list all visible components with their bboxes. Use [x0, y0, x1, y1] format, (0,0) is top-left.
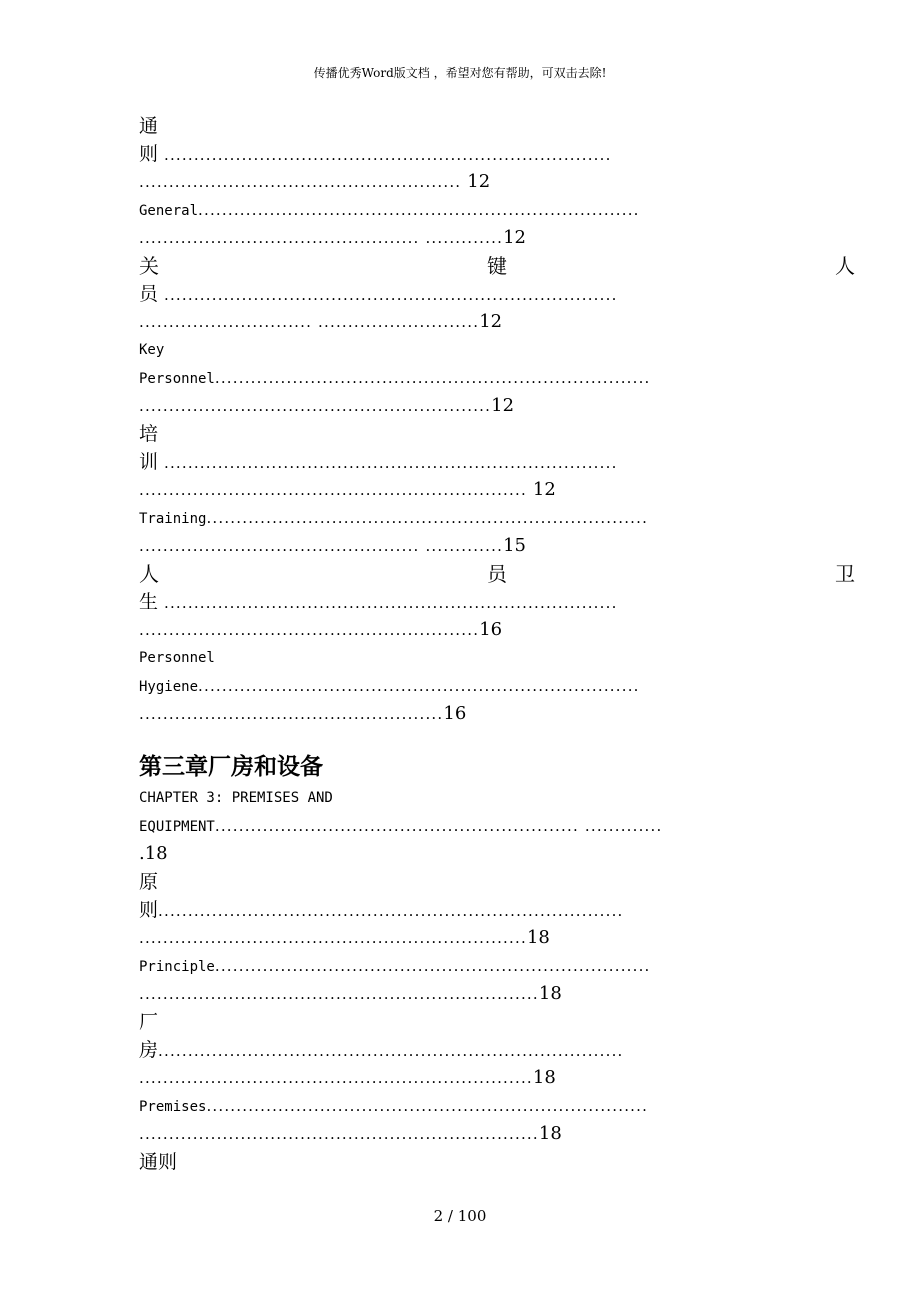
leader-dots: ..................................................................: [139, 1069, 533, 1087]
toc-premises-zh-line1[interactable]: 厂: [139, 1011, 159, 1033]
toc-hygiene-zh-line1[interactable]: [139, 560, 855, 588]
toc-general-en-line2[interactable]: [139, 224, 855, 252]
toc-training-zh-line2[interactable]: [139, 448, 855, 476]
toc-key-personnel-zh-line1[interactable]: [139, 252, 855, 280]
page-number: 18: [526, 927, 550, 948]
toc-general-en-line1[interactable]: [139, 196, 855, 224]
leader-dots: ............................................................................: [158, 454, 618, 472]
toc-premises-zh-line3[interactable]: [139, 1064, 855, 1092]
page-number: 16: [443, 703, 467, 724]
page-number: 12: [532, 479, 556, 500]
leader-dots: .........................................................................: [214, 957, 651, 975]
page-number: 12: [479, 311, 503, 332]
toc-general-zh-line1[interactable]: 通: [139, 115, 159, 137]
toc-entry-char: 键: [487, 254, 507, 278]
leader-dots: ...........................................................................: [158, 146, 612, 164]
leader-dots: ............................. ...........................: [139, 313, 480, 331]
leader-dots: ............................................... .............: [139, 229, 504, 247]
toc-hygiene-zh-line2[interactable]: [139, 588, 855, 616]
toc-entry-char: 人: [139, 562, 159, 586]
toc-hygiene-zh-line3[interactable]: [139, 616, 855, 644]
toc-entry-label: 房: [139, 1039, 159, 1061]
leader-dots: ............................................... .............: [139, 537, 504, 555]
toc-entry-label: Training: [139, 511, 207, 527]
page-footer: 2 / 100: [433, 1207, 487, 1225]
toc-general-zh-line3[interactable]: [139, 168, 855, 196]
leader-dots: ...................................................................: [139, 1125, 539, 1143]
toc-training-en-line1[interactable]: [139, 504, 855, 532]
toc-entry-char: 关: [139, 254, 159, 278]
page-number: 18: [538, 983, 562, 1004]
toc-entry-char: 员: [139, 283, 159, 305]
toc-chapter3-en-line2[interactable]: [139, 812, 855, 840]
toc-principle-zh-line1[interactable]: 原: [139, 871, 159, 893]
toc-hygiene-en-line1[interactable]: Personnel: [139, 650, 215, 666]
leader-dots: ...................................................................: [139, 985, 539, 1003]
leader-dots: .........................................................: [139, 621, 480, 639]
toc-principle-en-line2[interactable]: [139, 980, 855, 1008]
leader-dots: ..........................................................................: [198, 201, 640, 219]
toc-training-en-line2[interactable]: [139, 532, 855, 560]
toc-key-personnel-en-line2[interactable]: [139, 364, 855, 392]
leader-dots: ..........................................................................: [206, 1097, 649, 1115]
page-header: 传播优秀Word版文档 ，希望对您有帮助，可双击去除!: [313, 66, 607, 80]
toc-key-personnel-zh-line3[interactable]: [139, 308, 855, 336]
toc-premises-zh-line2[interactable]: [139, 1036, 855, 1064]
toc-entry-label: 则: [139, 899, 159, 921]
leader-dots: ..............................................................................: [158, 902, 624, 920]
toc-entry-label: 则: [139, 143, 159, 165]
page-number: 12: [467, 171, 491, 192]
leader-dots: .................................................................: [139, 929, 527, 947]
toc-key-personnel-en-line3[interactable]: [139, 392, 855, 420]
toc-principle-en-line1[interactable]: [139, 952, 855, 980]
page-number: 16: [479, 619, 503, 640]
chapter-heading[interactable]: 第三章厂房和设备: [139, 754, 323, 780]
toc-principle-zh-line3[interactable]: [139, 924, 855, 952]
toc-entry-label: EQUIPMENT: [139, 819, 215, 835]
leader-dots: ..............................................................................: [158, 1042, 624, 1060]
toc-hygiene-en-line3[interactable]: [139, 700, 855, 728]
page-number: 18: [538, 1123, 562, 1144]
toc-entry-label: General: [139, 203, 199, 219]
toc-entry-label: Hygiene: [139, 679, 199, 695]
toc-entry-char: 人: [835, 254, 855, 278]
leader-dots: ............................................................................: [158, 594, 618, 612]
leader-dots: ......................................................: [139, 173, 468, 191]
toc-general-zh-line2[interactable]: [139, 140, 855, 168]
toc-entry-label: 训: [139, 451, 159, 473]
leader-dots: ...................................................: [139, 705, 444, 723]
toc-entry-char: 卫: [835, 562, 855, 586]
toc-general-zh-next[interactable]: 通则: [139, 1151, 178, 1173]
toc-key-personnel-zh-line2[interactable]: [139, 280, 855, 308]
leader-dots: ...........................................................: [139, 397, 492, 415]
toc-premises-en-line2[interactable]: [139, 1120, 855, 1148]
page-number: 15: [503, 535, 526, 556]
table-of-contents: [139, 112, 855, 1176]
page-number: 12: [503, 227, 526, 248]
leader-dots: ..........................................................................: [198, 677, 640, 695]
leader-dots: ............................................................................: [158, 286, 618, 304]
toc-key-personnel-en-line1[interactable]: Key: [139, 342, 165, 358]
leader-dots: ............................................................. .............: [214, 817, 663, 835]
page-number: 12: [491, 395, 515, 416]
leader-dots: .................................................................: [139, 481, 533, 499]
toc-principle-zh-line2[interactable]: [139, 896, 855, 924]
toc-entry-char: 生: [139, 591, 159, 613]
toc-chapter3-page[interactable]: .18: [139, 843, 168, 864]
toc-premises-en-line1[interactable]: [139, 1092, 855, 1120]
leader-dots: .........................................................................: [214, 369, 651, 387]
toc-entry-label: Principle: [139, 959, 215, 975]
toc-chapter3-en-line1[interactable]: CHAPTER 3: PREMISES AND: [139, 790, 333, 806]
page-number: 18: [532, 1067, 556, 1088]
toc-hygiene-en-line2[interactable]: [139, 672, 855, 700]
toc-training-zh-line1[interactable]: 培: [139, 423, 159, 445]
toc-training-zh-line3[interactable]: [139, 476, 855, 504]
toc-entry-label: Personnel: [139, 371, 215, 387]
leader-dots: ..........................................................................: [206, 509, 649, 527]
toc-entry-char: 员: [487, 562, 507, 586]
toc-entry-label: Premises: [139, 1099, 207, 1115]
